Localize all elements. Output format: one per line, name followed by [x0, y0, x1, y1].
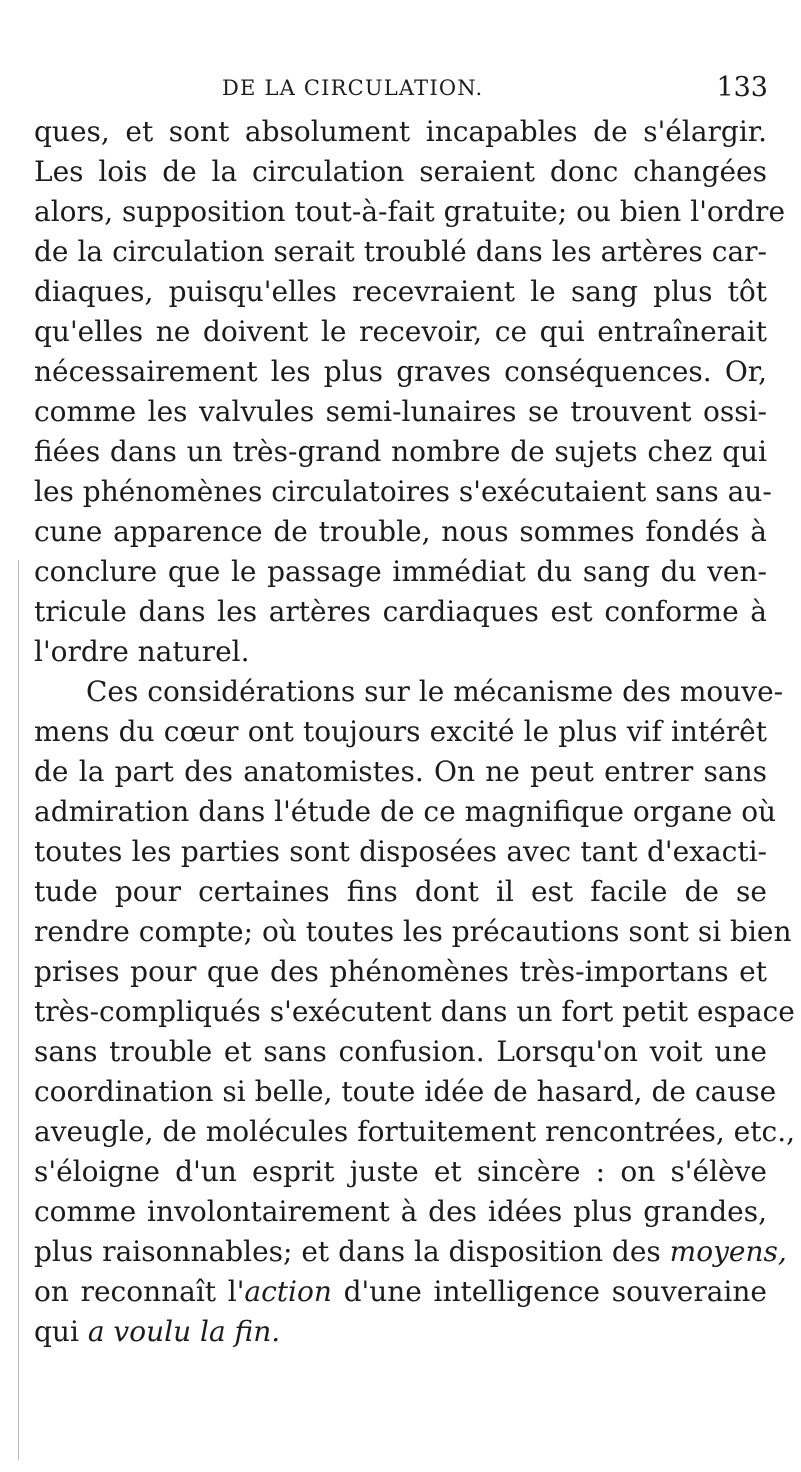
- text-line: toutes les parties sont disposées avec tant d'exacti-: [34, 835, 767, 868]
- gutter-shadow: [18, 560, 19, 1460]
- final-line: [34, 1312, 767, 1352]
- text-line: l'ordre naturel.: [34, 635, 250, 668]
- text-line: sans trouble et sans confusion. Lorsqu'on voit une: [34, 1035, 767, 1068]
- text-line: tricule dans les artères cardiaques est conforme à: [34, 595, 767, 628]
- text-line-segment: d'une intelligence souveraine: [331, 1275, 767, 1308]
- text-line: tude pour certaines fins dont il est facile de se: [34, 875, 767, 908]
- italic-text: moyens,: [669, 1235, 787, 1268]
- text-line: Les lois de la circulation seraient donc changées: [34, 155, 767, 188]
- text-line: comme involontairement à des idées plus grandes,: [34, 1195, 767, 1228]
- text-line-segment: on reconnaît l': [34, 1275, 245, 1308]
- text-line: cune apparence de trouble, nous sommes fondés à: [34, 515, 767, 548]
- text-line: de la circulation serait troublé dans les artères car-: [34, 235, 767, 268]
- text-line: les phénomènes circulatoires s'exécutaient sans au-: [34, 475, 772, 508]
- italic-text: action: [244, 1275, 332, 1308]
- text-line: fiées dans un très-grand nombre de sujets chez qui: [34, 435, 767, 468]
- running-head: DE LA CIRCULATION.: [222, 76, 484, 100]
- text-line: de la part des anatomistes. On ne peut entrer sans: [34, 755, 767, 788]
- text-line: rendre compte; où toutes les précautions sont si bien: [34, 915, 792, 948]
- text-line: alors, supposition tout-à-fait gratuite; ou bien l'ordre: [34, 195, 786, 228]
- text-line: diaques, puisqu'elles recevraient le sang plus tôt: [34, 275, 767, 308]
- text-line: conclure que le passage immédiat du sang du ven-: [34, 555, 767, 588]
- text-line: comme les valvules semi-lunaires se trouvent ossi-: [34, 395, 767, 428]
- text-line: qu'elles ne doivent le recevoir, ce qui entraînerait: [34, 315, 767, 348]
- text-line-segment: plus raisonnables; et dans la disposition des: [34, 1235, 661, 1268]
- paragraph-start-line: Ces considérations sur le mécanisme des mouve-: [86, 675, 784, 708]
- text-line: mens du cœur ont toujours excité le plus vif intérêt: [34, 715, 767, 748]
- body-text: [34, 112, 795, 1352]
- text-line: coordination si belle, toute idée de hasard, de cause: [34, 1075, 777, 1108]
- text-line: [34, 1272, 767, 1312]
- page-header: [222, 72, 768, 104]
- page-number: 133: [716, 72, 768, 103]
- text-line: s'éloigne d'un esprit juste et sincère : on s'élève: [34, 1155, 767, 1188]
- text-line: très-compliqués s'exécutent dans un fort petit espace: [34, 995, 795, 1028]
- text-line: prises pour que des phénomènes très-importans et: [34, 955, 767, 988]
- italic-text: a voulu la fin.: [87, 1315, 281, 1348]
- text-line: ques, et sont absolument incapables de s'élargir.: [34, 115, 767, 148]
- text-line: nécessairement les plus graves conséquences. Or,: [34, 355, 767, 388]
- text-line: [34, 1232, 787, 1272]
- text-line: admiration dans l'étude de ce magnifique organe où: [34, 795, 777, 828]
- text-line-segment: qui: [34, 1315, 88, 1348]
- text-line: aveugle, de molécules fortuitement rencontrées, etc.,: [34, 1115, 795, 1148]
